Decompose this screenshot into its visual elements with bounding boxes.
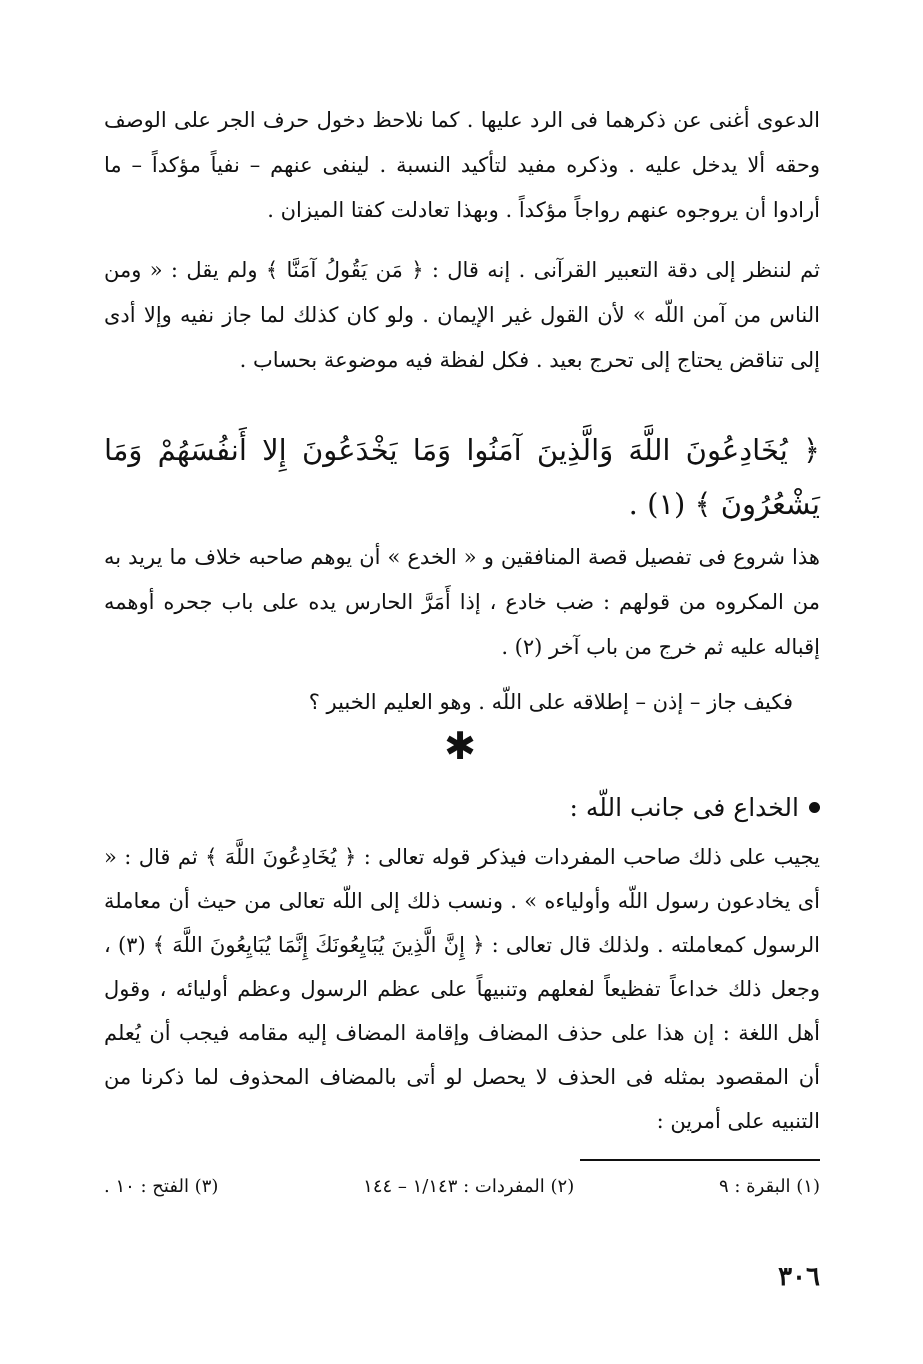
paragraph-mufradat-answer: يجيب على ذلك صاحب المفردات فيذكر قوله تعالى : ﴿ يُخَادِعُونَ اللَّهَ ﴾ ثم قال : « أى يخادعون رسول اللّه وأولياءه » . ونسب ذلك إلى اللّه تعالى من حيث أن معاملة الرسول كمعاملته . ولذلك قال تعالى : ﴿ إِنَّ الَّذِينَ يُبَايِعُونَكَ إِنَّمَا يُبَايِعُونَ اللَّهَ ﴾ (٣) ، وجعل ذلك خداعاً تفظيعاً لفعلهم وتنبيهاً على عظم الرسول وعظم أوليائه ، وقول أهل اللغة : إن هذا على حذف المضاف وإقامة المضاف إليه مقامه فيجب أن يُعلم أن المقصود بمثله فى الحذف لا يحصل لو أتى بالمضاف المحذوف لما ذكرنا من التنبيه على أمرين : [104,845,820,1133]
paragraph-deception-definition: هذا شروع فى تفصيل قصة المنافقين و « الخدع » أن يوهم صاحبه خلاف ما يريد به من المكروه من قولهم : ضب خادع ، إذا أَمَرَّ الحارس يده على باب جحره أوهمه إقباله عليه ثم خرج من باب آخر (٢) . [104,545,820,659]
footnotes [104,1172,820,1202]
page-number: ٣٠٦ [778,1262,820,1292]
footnote-1: (١) البقرة : ٩ [718,1176,820,1197]
footnote-3: (٣) الفتح : ١٠ . [104,1176,219,1197]
paragraph-question: فكيف جاز – إذن – إطلاقه على اللّه . وهو العليم الخبير ؟ [308,690,793,714]
paragraph-claim-analysis: الدعوى أغنى عن ذكرهما فى الرد عليها . كما نلاحظ دخول حرف الجر على الوصف وحقه ألا يدخل عليه . وذكره مفيد لتأكيد النسبة . لينفى عنهم – نفياً مؤكداً – ما أرادوا أن يروجوه عنهم رواجاً مؤكداً . وبهذا تعادلت كفتا الميزان . [104,108,820,222]
section-separator: ✱ [444,724,476,768]
footnote-2: (٢) المفردات : ١/١٤٣ – ١٤٤ [363,1176,575,1197]
bullet-icon [809,802,820,813]
quran-verse: ﴿ يُخَادِعُونَ اللَّهَ وَالَّذِينَ آمَنُوا وَمَا يَخْدَعُونَ إِلا أَنفُسَهُمْ وَمَا يَشْعُرُونَ ﴾ (١) . [104,433,820,521]
section-heading [220,785,820,830]
paragraph-quranic-precision: ثم لننظر إلى دقة التعبير القرآنى . إنه قال : ﴿ مَن يَقُولُ آمَنَّا ﴾ ولم يقل : « ومن الناس من آمن اللّه » لأن القول غير الإيمان . ولو كان كذلك لما جاز نفيه وإلا أدى إلى تناقض يحتاج إلى تحرج بعيد . فكل لفظة فيه موضوعة بحساب . [104,258,820,372]
section-heading-text: الخداع فى جانب اللّه : [569,793,799,822]
footnote-divider [580,1159,820,1161]
